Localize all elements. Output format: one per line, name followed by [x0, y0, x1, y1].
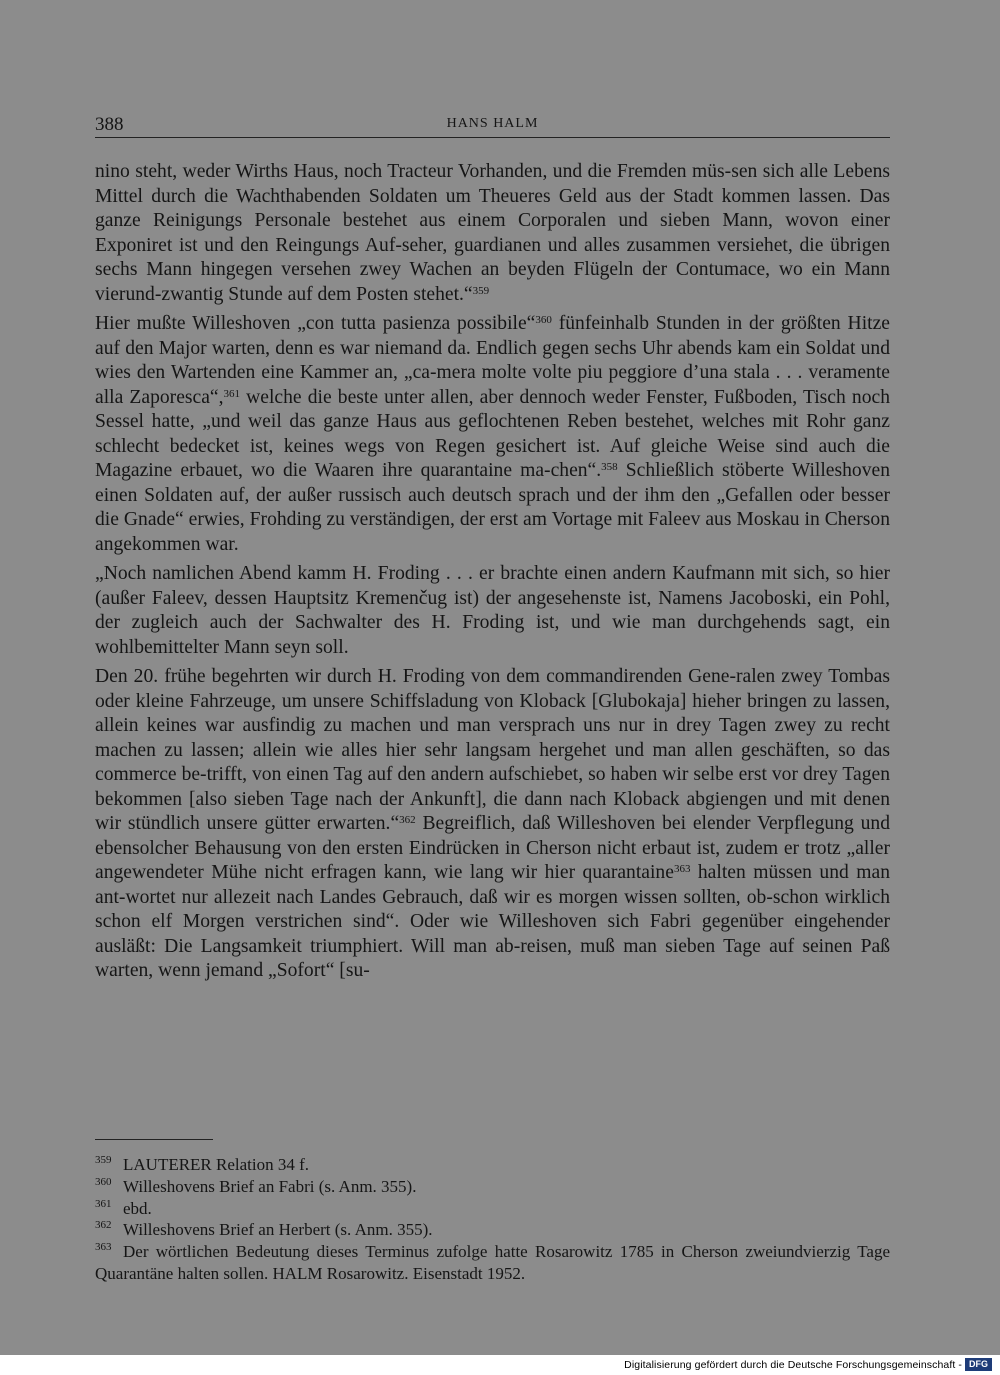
text-run: „Noch namlichen Abend kamm H. Froding . . . er brachte einen andern Kaufmann mit sich, so hier (außer Faleev, dessen Hauptsitz Kremenčug ist) der angesehenste ist, Namens Jacoboski, ein Pohl, der zugleich auch der Sachwalter des H. Froding ist, und wie man durchgehends sagt, ein wohlbemittelter Mann seyn soll.: [95, 563, 890, 658]
header-rule: [95, 137, 890, 138]
text-run: Schließlich stöberte Willeshoven einen Soldaten auf, der außer russisch auch deutsch sprach und der ihm den „Gefallen oder besser die Gnade“ erwies, Frohding zu verständigen, der erst am Vortage mit Faleev aus Moskau in Cherson angekommen war.: [95, 460, 890, 555]
footnote-number: 362: [95, 1219, 112, 1232]
paragraph: [95, 665, 890, 984]
footnote-text: Willeshovens Brief an Fabri (s. Anm. 355).: [123, 1176, 417, 1196]
funding-credit: Digitalisierung gefördert durch die Deutsche Forschungsgemeinschaft -: [624, 1359, 962, 1371]
footnote: [95, 1198, 890, 1220]
footnote-reference: 360: [535, 314, 552, 326]
text-run: Begreiflich, daß Willeshoven bei elender Verpflegung und ebensolcher Behausung von den ersten Eindrücken in Cherson nicht erbaut ist, zudem er trotz „aller angewendeter Mühe nicht erfragen kann, wie lang wir hier quarantaine: [95, 813, 890, 883]
text-run: nino steht, weder Wirths Haus, noch Tracteur Vorhanden, und die Fremden müs-sen sich alle Lebens Mittel durch die Wachthabenden Soldaten um Theueres Geld aus der Stadt kommen lassen. Das ganze Reinigungs Personale bestehet aus einem Corporalen und sieben Mann, wovon einer Exponiret ist und den Reingungs Auf-seher, guardianen und alles zusammen versiehet, die übrigen sechs Mann hingegen versehen zwey Wachen an beyden Flügeln der Contumace, wo ein Mann vierund-zwantig Stunde auf dem Posten stehet.“: [95, 161, 890, 305]
page-header: [95, 114, 890, 138]
footnote-number: 363: [95, 1241, 112, 1254]
text-run: fünfeinhalb Stunden in der größten Hitze auf den Major warten, denn es war niemand da. Endlich gegen sechs Uhr abends kam ein Soldat und wies den Wartenden eine Kammer an, „ca-mera molte volte piu peggiore d’una stala . . . veramente alla Zaporesca“,: [95, 313, 890, 408]
paragraph: [95, 160, 890, 307]
footnote-text: Der wörtlichen Bedeutung dieses Terminus zufolge hatte Rosarowitz 1785 in Cherson zweiundvierzig Tage Quarantäne halten sollen. HALM Rosarowitz. Eisenstadt 1952.: [95, 1242, 890, 1283]
footnote-reference: 358: [601, 461, 618, 473]
paragraph: [95, 312, 890, 557]
footnote-reference: 361: [223, 387, 240, 400]
footnotes: [95, 1154, 890, 1285]
text-run: Den 20. frühe begehrten wir durch H. Froding von dem commandirenden Gene-ralen zwey Tombas oder kleine Fahrzeuge, um unsere Schiffsladung von Kloback [Glubokaja] hieher bringen zu lassen, allein keines war ausfindig zu machen und man versprach uns nur in drey Tagen zwey zu recht machen zu lassen; allein wie alles hier sehr langsam hergehet und man allen geschäften, so das commerce be-trifft, von einen Tag auf den andern aufschiebet, so haben wir selbe erst vor drey Tagen bekommen [also sieben Tage nach der Ankunft], die dann nach Kloback abgiengen und mit denen wir stündlich unsere gütter erwarten.“: [95, 666, 890, 834]
footnote-reference: 363: [673, 863, 691, 875]
text-run: welche die beste unter allen, aber dennoch weder Fenster, Fußboden, Tisch noch Sessel hatte, „und weil das ganze Haus aus geflochtenen Reben bestehet, welches mit Rohr ganz schlecht bedecket ist, keines wegs von Regen gesichert ist. Auf gleiche Weise sind auch die Magazine erbauet, wo die Waaren ihre quarantaine ma-chen“.: [95, 386, 890, 481]
footnote-text: LAUTERER Relation 34 f.: [123, 1155, 310, 1174]
footnote-rule: [95, 1139, 213, 1140]
footnote-reference: 359: [472, 284, 490, 297]
footnote-reference: 362: [399, 814, 416, 826]
footnote: [95, 1219, 890, 1241]
footnote-text: ebd.: [123, 1198, 152, 1218]
paragraph: [95, 562, 890, 660]
footnote-text: Willeshovens Brief an Herbert (s. Anm. 355).: [123, 1220, 433, 1240]
footnote-number: 359: [95, 1154, 112, 1166]
dfg-logo: DFG: [965, 1358, 992, 1371]
text-run: Hier mußte Willeshoven „con tutta pasienza possibile“: [95, 313, 536, 334]
main-text: [95, 160, 890, 989]
page-number: 388: [95, 114, 124, 135]
footnote: [95, 1154, 890, 1176]
footnote: [95, 1176, 890, 1198]
footnote: [95, 1241, 890, 1285]
text-run: halten müssen und man ant-wortet nur allezeit nach Landes Gebrauch, daß wir es morgen wissen sollten, ob-schon wirklich schon elf Morgen verstrichen sind“. Oder wie Willeshoven sich Fabri gegenüber eingehender ausläßt: Die Langsamkeit triumphiert. Will man ab-reisen, muß man sieben Tage auf seinen Paß warten, wenn jemand „Sofort“ [su-: [95, 862, 890, 981]
footnote-number: 361: [95, 1197, 112, 1210]
footnote-number: 360: [95, 1175, 112, 1188]
running-title: HANS HALM: [446, 116, 539, 131]
credit-bar: [0, 1355, 1000, 1375]
